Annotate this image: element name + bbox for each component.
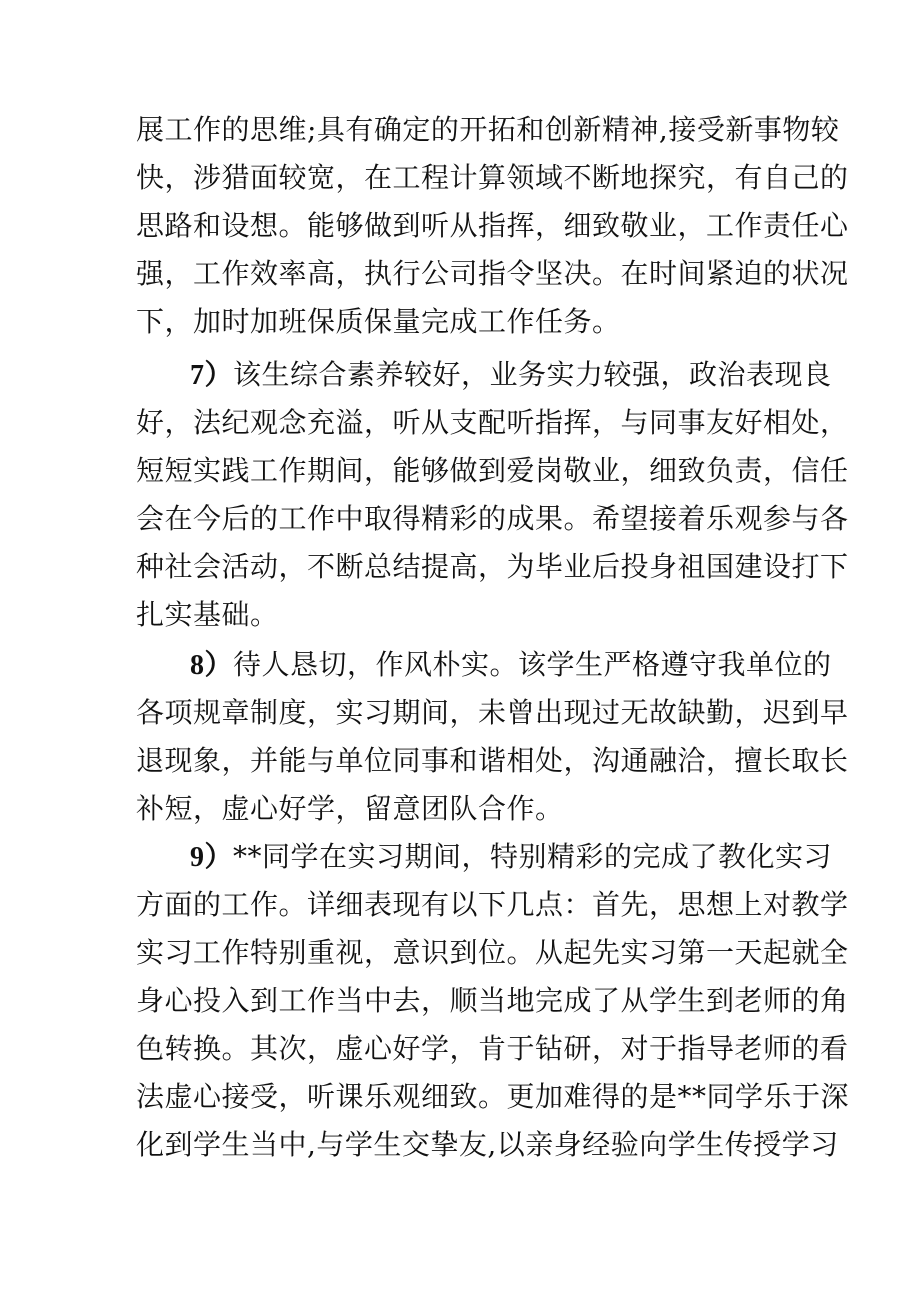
text-line: 方面的工作。详细表现有以下几点：首先，思想上对教学 xyxy=(136,888,849,921)
paragraph-7 xyxy=(136,351,849,639)
text-line: 扎实基础。 xyxy=(136,598,279,631)
item-number: 8） xyxy=(190,650,234,681)
text-line-content: 该生综合素养较好，业务实力较强，政治表现良 xyxy=(233,358,832,391)
text-line: 身心投入到工作当中去，顺当地完成了从学生到老师的角 xyxy=(136,984,849,1017)
text-line xyxy=(136,641,832,689)
text-line: 化到学生当中,与学生交挚友,以亲身经验向学生传授学习 xyxy=(136,1128,839,1161)
text-line: 实习工作特别重视，意识到位。从起先实习第一天起就全 xyxy=(136,936,849,969)
text-line: 各项规章制度，实习期间，未曾出现过无故缺勤，迟到早 xyxy=(136,696,849,729)
text-line: 短短实践工作期间，能够做到爱岗敬业，细致负责，信任 xyxy=(136,454,849,487)
text-line: 法虚心接受，听课乐观细致。更加难得的是**同学乐于深 xyxy=(136,1080,850,1113)
item-number: 7） xyxy=(190,360,234,391)
text-line: 思路和设想。能够做到听从指挥，细致敬业，工作责任心 xyxy=(136,209,849,242)
text-line: 色转换。其次，虚心好学，肯于钻研，对于指导老师的看 xyxy=(136,1032,849,1065)
text-line: 强，工作效率高，执行公司指令坚决。在时间紧迫的状况 xyxy=(136,257,849,290)
text-line: 种社会活动，不断总结提高，为毕业后投身祖国建设打下 xyxy=(136,550,849,583)
text-line: 展工作的思维;具有确定的开拓和创新精神,接受新事物较 xyxy=(136,113,840,146)
item-number: 9） xyxy=(190,842,234,873)
text-line-content: 待人恳切，作风朴实。该学生严格遵守我单位的 xyxy=(233,648,832,681)
text-line-content: **同学在实习期间，特别精彩的完成了教化实习 xyxy=(233,840,833,873)
text-line xyxy=(136,833,833,881)
text-line xyxy=(136,351,832,399)
text-line: 补短，虚心好学，留意团队合作。 xyxy=(136,792,564,825)
text-line: 下，加时加班保质保量完成工作任务。 xyxy=(136,305,621,338)
paragraph-8 xyxy=(136,641,849,833)
text-line: 好，法纪观念充溢，听从支配听指挥，与同事友好相处， xyxy=(136,406,849,439)
paragraph-continuation xyxy=(136,106,849,346)
text-line: 退现象，并能与单位同事和谐相处，沟通融洽，擅长取长 xyxy=(136,744,849,777)
paragraph-9 xyxy=(136,833,850,1169)
text-line: 快，涉猎面较宽，在工程计算领域不断地探究，有自己的 xyxy=(136,161,849,194)
text-line: 会在今后的工作中取得精彩的成果。希望接着乐观参与各 xyxy=(136,502,849,535)
